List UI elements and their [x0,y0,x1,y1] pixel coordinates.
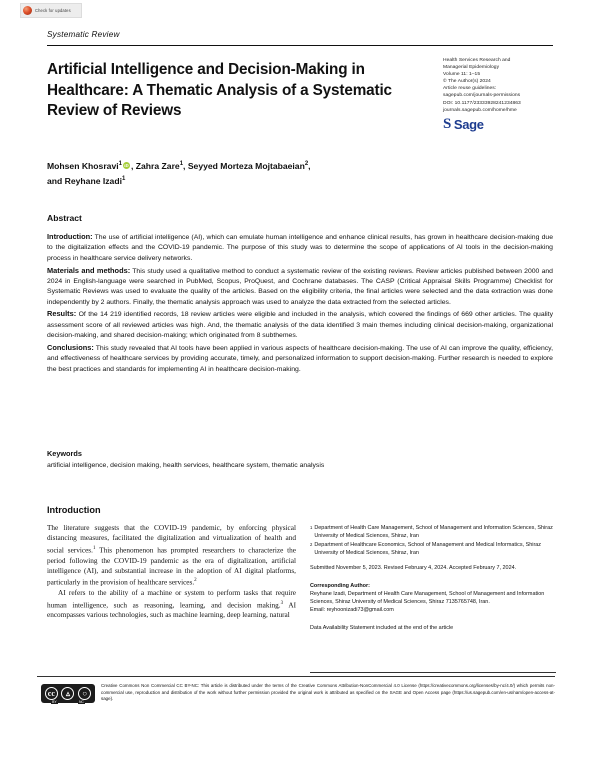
affiliation-2-text: Department of Healthcare Economics, School of Management and Medical Informatics, Shiraz University of Medical Sciences, Shiraz, Iran [314,541,542,556]
abstract-text-methods: This study used a qualitative method to conduct a systematic review of the existing reviews. Review articles published between 2000 and 2024 in English-language were searched in PubMed, Scopus, ProQuest, and Cochrane databases. The CASP (Critical Appraisal Skills Programme) Checklist for Systematic Reviews was used to evaluate the quality of the articles. Based on the eligibility criteria, the final articles were selected and the data extraction was done independently by 2 authors. Finally, the thematic analysis approach was used to analyze the data extracted from the selected articles. [47,267,553,306]
body-paragraph-2 [47,588,296,621]
body-paragraph-1 [47,523,296,588]
journal-copyright: © The Author(s) 2024 [443,79,491,85]
corresponding-author-address: Reyhane Izadi, Department of Health Care Management, School of Management and Information Sciences, Shiraz University of Medical Sciences, Shiraz 7135765748, Iran. [310,591,545,606]
sage-wordmark: Sage [453,117,484,132]
cc-by-icon: ▵ [61,687,74,700]
affiliation-1-marker: 1 [310,525,313,530]
abstract-label-introduction: Introduction: [47,232,93,241]
author-3-affil-marker: 2 [304,161,309,167]
affiliation-1-text: Department of Health Care Management, School of Management and Information Sciences, Shiraz University of Medical Sciences, Shiraz, Iran [314,525,553,540]
citation-ref-3[interactable]: 3 [280,600,284,606]
journal-permissions-url[interactable]: sagepub.com/journals-permissions [443,93,521,99]
body-paragraph-2b-text: AI encompasses various technologies, such as machine learning, deep learning, natural [47,601,297,620]
abstract-label-results: Results: [47,309,77,319]
journal-reuse-label: Article reuse guidelines: [443,86,497,92]
journal-metadata [443,57,563,114]
body-paragraph-1b-text: This phenomenon has prompted researchers to characterize the period following the COVID-19 pandemic as the era of digitalization, artificial intelligence (AI), and substantial increase in the adoption of AI digital platforms, particularly in the provision of healthcare services. [47,546,297,587]
journal-name-line1: Health Services Research and [443,58,511,63]
cc-nc-icon: ○ [78,687,91,700]
journal-volume: Volume 11: 1–15 [443,72,481,78]
author-list [47,158,447,189]
corresponding-author-heading: Corresponding Author: [310,582,370,589]
abstract-label-conclusions: Conclusions: [47,342,94,352]
citation-ref-1[interactable]: 1 [92,545,96,551]
journal-doi[interactable]: DOI: 10.1177/23333928241234863 [443,100,521,106]
abstract-text-results: Of the 14 219 identified records, 18 review articles were eligible and included in the analysis, which covered the findings of 669 other articles. The quality assessment score of all reviewed articles was high. And, the thematic analysis of the data identified 3 main themes including clinical decision-making, organizational decision-making, and shared decision-making; which originated from 8 subthemes. [47,311,553,340]
license-text: Creative Commons Non Commercial CC BY-NC: This article is distributed under the terms of the Creative Commons Attribution-NonCommercial 4.0 License (https://creativecommons.org/licenses/by-nc/4.0/) which permits non-commercial use, reproduction and distribution of the work without further permission provided the original work is attributed as specified on the SAGE and Open Access page (https://us.sagepub.com/en-us/nam/open-access-at-sage). [101,683,555,702]
right-column-divider [310,672,556,673]
section-type-label: Systematic Review [47,30,120,39]
cc-nc-label: NC [78,700,84,704]
author-2-name: , Zahra Zare [130,160,180,171]
author-1-affil-marker: 1 [118,161,122,167]
keywords-list: artificial intelligence, decision making, health services, healthcare system, thematic analysis [47,462,325,469]
check-for-updates-label: Check for updates [35,8,71,13]
abstract-section-introduction [47,232,553,264]
header-divider [47,45,553,46]
orcid-icon[interactable] [123,162,130,169]
corresponding-author-email[interactable]: Email: reyhoonizadi73@gmail.com [310,607,394,614]
abstract-section-methods [47,266,553,308]
body-column-right [310,524,556,632]
abstract-section-conclusions [47,343,553,375]
submission-dates: Submitted November 5, 2023. Revised February 4, 2024. Accepted February 7, 2024. [310,564,517,571]
journal-name-line2: Managerial Epidemiology [443,65,500,71]
sage-logo [443,117,484,132]
check-for-updates-icon [23,6,32,15]
author-3-name: , Seyyed Morteza Mojtabaeian [183,160,305,171]
body-column-left [47,523,296,621]
author-4-name: and Reyhane Izadi [47,176,122,187]
author-2-affil-marker: 1 [179,161,184,167]
author-separator: , [308,160,311,171]
affiliation-item [310,524,556,540]
cc-by-label: BY [52,700,57,704]
abstract-body [47,232,553,376]
data-availability-statement: Data Availability Statement included at the end of the article [310,625,454,632]
introduction-heading: Introduction [47,505,101,515]
page-title: Artificial Intelligence and Decision-Making in Healthcare: A Thematic Analysis of a Systematic Review of Reviews [47,61,392,119]
affiliation-2-marker: 2 [310,541,313,547]
license-divider [37,676,555,677]
abstract-text-introduction: The use of artificial intelligence (AI), which can emulate human intelligence and enhance clinical results, has grown in healthcare decision-making due to the digitalization effects and the COVID-19 pandemic. The purpose of this study was to determine the scope of applications of AI tools in the decision-making process in healthcare service delivery networks. [47,234,553,262]
abstract-heading: Abstract [47,213,82,223]
corresponding-author-block [310,582,556,614]
affiliations-block [310,524,556,557]
journal-home-url[interactable]: journals.sagepub.com/home/hme [443,107,517,113]
body-paragraph-1-text: The literature suggests that the COVID-19 pandemic, by enforcing physical distancing measures, facilitated the digitalization and virtualization of health and social services. [47,524,296,555]
cc-icon: cc [45,687,58,700]
abstract-section-results [47,309,553,341]
sage-s-mark: S [443,116,452,132]
check-for-updates-badge[interactable] [20,3,82,18]
author-4-affil-marker: 1 [121,176,126,183]
abstract-label-methods: Materials and methods: [47,265,131,275]
creative-commons-sub-labels [41,700,95,704]
citation-ref-2[interactable]: 2 [194,578,197,584]
affiliation-item [310,541,556,557]
abstract-text-conclusions: This study revealed that AI tools have been applied in various aspects of healthcare decision-making. The use of AI can improve the quality, efficiency, and effectiveness of healthcare services by providing accurate, timely, and personalized information to support decision-making. Further research is needed to explore the best practices and standards for implementing AI in healthcare decision-making. [47,344,553,373]
body-paragraph-2-text: AI refers to the ability of a machine or system to perform tasks that require human intelligence, such as reasoning, learning, and decision making. [47,589,296,610]
keywords-heading: Keywords [47,449,82,458]
author-1-name: Mohsen Khosravi [47,160,119,171]
